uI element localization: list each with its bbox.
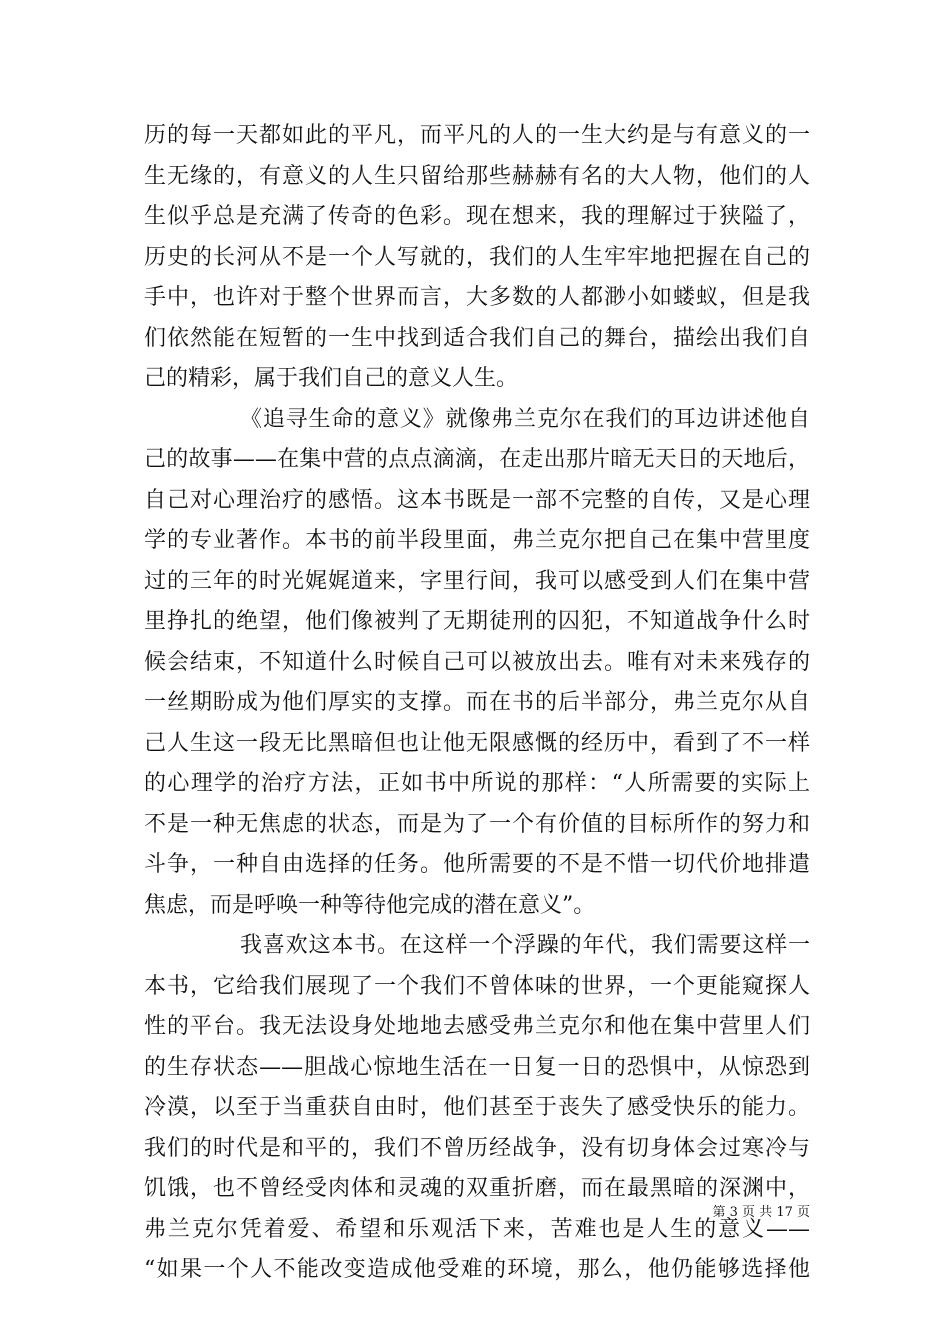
text-line: 的生存状态——胆战心惊地生活在一日复一日的恐惧中，从惊恐到 [144,1054,810,1080]
text-line: 候会结束，不知道什么时候自己可以被放出去。唯有对未来残存的 [144,649,810,675]
text-line: 们依然能在短暂的一生中找到适合我们自己的舞台，描绘出我们自 [144,325,810,351]
text-line: 不是一种无焦虑的状态，而是为了一个有价值的目标所作的努力和 [144,811,810,837]
body-text [144,116,810,1291]
text-line: 里挣扎的绝望，他们像被判了无期徒刑的囚犯，不知道战争什么时 [144,609,810,634]
text-line: 本书，它给我们展现了一个我们不曾体味的世界，一个更能窥探人 [144,973,810,999]
text-line: 手中，也许对于整个世界而言，大多数的人都渺小如蝼蚁，但是我 [144,285,810,310]
text-line: 历的每一天都如此的平凡，而平凡的人的一生大约是与有意义的一 [144,123,810,148]
text-line: 过的三年的时光娓娓道来，字里行间，我可以感受到人们在集中营 [144,568,810,594]
text-line: 焦虑，而是呼唤一种等待他完成的潜在意义”。 [144,892,596,918]
text-line: 我们的时代是和平的，我们不曾历经战争，没有切身体会过寒冷与 [144,1135,810,1161]
text-line: 斗争，一种自由选择的任务。他所需要的不是不惜一切代价地排遣 [144,852,810,877]
text-line: 饥饿，也不曾经受肉体和灵魂的双重折磨，而在最黑暗的深渊中， [144,1176,810,1201]
text-line: 自己对心理治疗的感悟。这本书既是一部不完整的自传，又是心理 [144,487,810,513]
text-line: 历史的长河从不是一个人写就的，我们的人生牢牢地把握在自己的 [144,244,810,270]
text-line: 生似乎总是充满了传奇的色彩。现在想来，我的理解过于狭隘了， [144,204,810,229]
text-line: 己人生这一段无比黑暗但也让他无限感慨的经历中，看到了不一样 [144,730,810,756]
text-line: 己的故事——在集中营的点点滴滴，在走出那片暗无天日的天地后， [144,447,810,472]
text-line: 冷漠，以至于当重获自由时，他们甚至于丧失了感受快乐的能力。 [144,1095,810,1120]
text-line: “如果一个人不能改变造成他受难的环境，那么，他仍能够选择他 [144,1257,810,1282]
text-line: 学的专业著作。本书的前半段里面，弗兰克尔把自己在集中营里度 [144,528,810,553]
text-line: 性的平台。我无法设身处地地去感受弗兰克尔和他在集中营里人们 [144,1014,810,1039]
text-line: 的心理学的治疗方法，正如书中所说的那样：“人所需要的实际上 [144,771,810,796]
page-number: 第 3 页 共 17 页 [712,1205,810,1220]
text-line: 我喜欢这本书。在这样一个浮躁的年代，我们需要这样一 [240,933,810,958]
text-line: 弗兰克尔凭着爱、希望和乐观活下来，苦难也是人生的意义—— [144,1216,810,1242]
text-line: 己的精彩，属于我们自己的意义人生。 [144,366,519,391]
text-line: 《追寻生命的意义》就像弗兰克尔在我们的耳边讲述他自 [240,406,810,432]
text-line: 一丝期盼成为他们厚实的支撑。而在书的后半部分，弗兰克尔从自 [144,690,810,715]
text-line: 生无缘的，有意义的人生只留给那些赫赫有名的大人物，他们的人 [144,163,810,189]
